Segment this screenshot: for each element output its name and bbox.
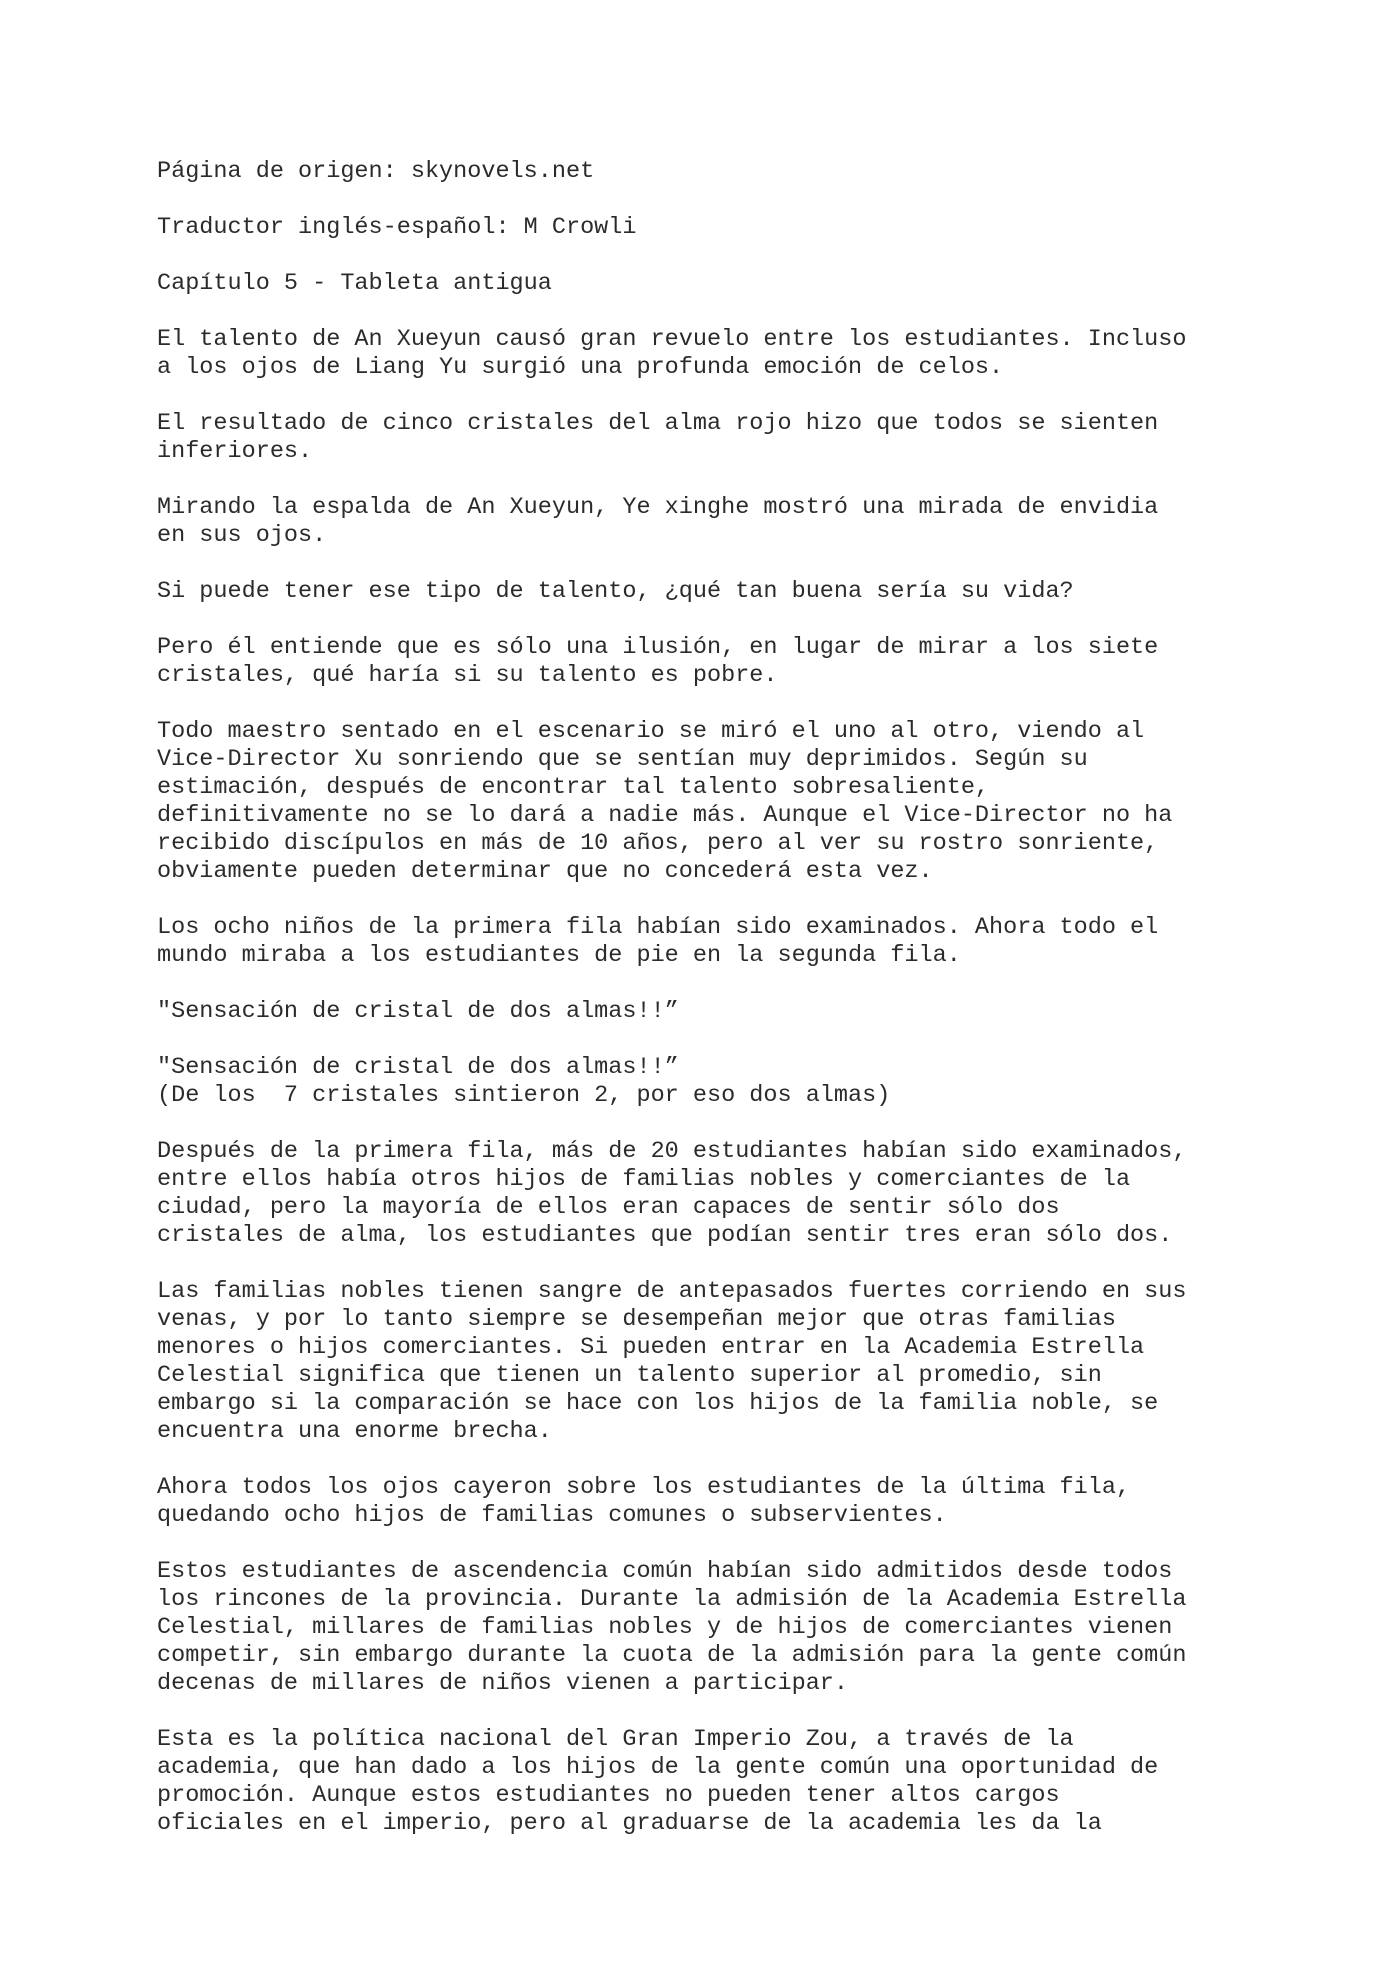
dialogue-line: "Sensación de cristal de dos almas!!”	[157, 998, 679, 1025]
paragraph: Las familias nobles tienen sangre de antepasados fuertes corriendo en sus venas, y por lo tanto siempre se desempeñan mejor que otras familias menores o hijos comerciantes. Si pueden entrar en la Academia Estrella Celestial significa que tienen un talento superior al promedio, sin embargo si la comparación se hace con los hijos de la familia noble, se encuentra una enorme brecha.	[157, 1278, 1187, 1445]
paragraph: Los ocho niños de la primera fila habían sido examinados. Ahora todo el mundo miraba a los estudiantes de pie en la segunda fila.	[157, 914, 1159, 969]
dialogue-line: "Sensación de cristal de dos almas!!” (De los 7 cristales sintieron 2, por eso dos almas)	[157, 1054, 891, 1109]
paragraph: Estos estudiantes de ascendencia común habían sido admitidos desde todos los rincones de la provincia. Durante la admisión de la Academia Estrella Celestial, millares de familias nobles y de hijos de comerciantes vienen competir, sin embargo durante la cuota de la admisión para la gente común decenas de millares de niños vienen a participar.	[157, 1558, 1187, 1697]
paragraph: Esta es la política nacional del Gran Imperio Zou, a través de la academia, que han dado a los hijos de la gente común una oportunidad de promoción. Aunque estos estudiantes no pueden tener altos cargos oficiales en el imperio, pero al graduarse de la academia les da la	[157, 1726, 1159, 1837]
source-line: Página de origen: skynovels.net	[157, 158, 595, 185]
paragraph: El talento de An Xueyun causó gran revuelo entre los estudiantes. Incluso a los ojos de Liang Yu surgió una profunda emoción de celos.	[157, 326, 1187, 381]
paragraph: Ahora todos los ojos cayeron sobre los estudiantes de la última fila, quedando ocho hijos de familias comunes o subservientes.	[157, 1474, 1131, 1529]
translator-line: Traductor inglés-español: M Crowli	[157, 214, 637, 241]
paragraph: Todo maestro sentado en el escenario se miró el uno al otro, viendo al Vice-Director Xu sonriendo que se sentían muy deprimidos. Según su estimación, después de encontrar tal talento sobresaliente, definitivamente no se lo dará a nadie más. Aunque el Vice-Director no ha recibido discípulos en más de 10 años, pero al ver su rostro sonriente, obviamente pueden determinar que no concederá esta vez.	[157, 718, 1173, 885]
paragraph: Mirando la espalda de An Xueyun, Ye xinghe mostró una mirada de envidia en sus ojos.	[157, 494, 1159, 549]
chapter-title: Capítulo 5 - Tableta antigua	[157, 270, 552, 297]
paragraph: Después de la primera fila, más de 20 estudiantes habían sido examinados, entre ellos había otros hijos de familias nobles y comerciantes de la ciudad, pero la mayoría de ellos eran capaces de sentir sólo dos cristales de alma, los estudiantes que podían sentir tres eran sólo dos.	[157, 1138, 1187, 1249]
paragraph: El resultado de cinco cristales del alma rojo hizo que todos se sienten inferiores.	[157, 410, 1159, 465]
paragraph: Si puede tener ese tipo de talento, ¿qué tan buena sería su vida?	[157, 578, 1074, 605]
paragraph: Pero él entiende que es sólo una ilusión, en lugar de mirar a los siete cristales, qué haría si su talento es pobre.	[157, 634, 1159, 689]
